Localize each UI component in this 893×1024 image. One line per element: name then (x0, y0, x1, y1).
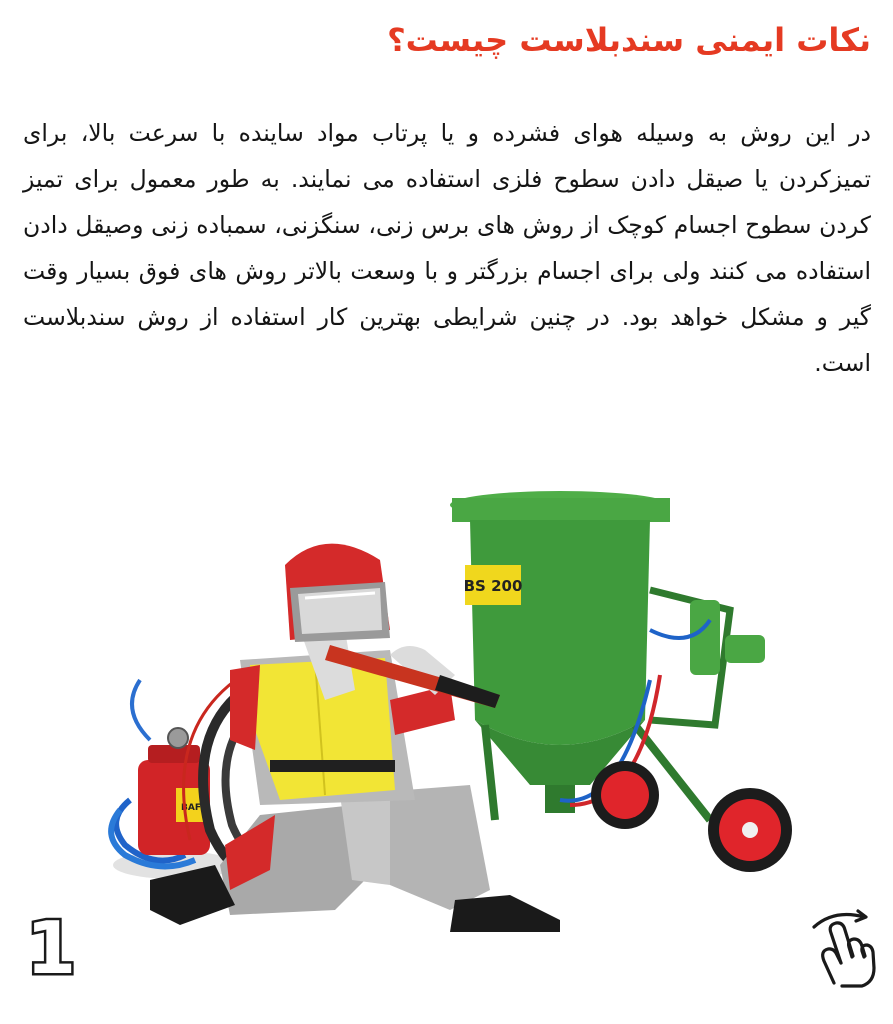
sandblast-illustration (90, 470, 810, 950)
tank-label: BS 200 (463, 577, 523, 595)
small-tank-label: BAF (181, 803, 201, 813)
page-title: نکات ایمنی سندبلاست چیست؟ (387, 21, 871, 59)
page-number-badge (16, 905, 86, 985)
swipe-hand-icon[interactable] (806, 905, 876, 991)
page-number: 1 (25, 906, 77, 985)
body-paragraph: در این روش به وسیله هوای فشرده و یا پرتاب مواد ساینده با سرعت بالا، برای تمیزکردن یا صیقل دادن سطوح فلزی استفاده می نمایند. به طور معمول برای تمیز کردن سطوح اجسام کوچک از روش های برس زنی، سنگزنی، سمباده زنی وصیقل دادن استفاده می کنند ولی برای اجسام بزرگتر و با وسعت بالاتر روش های فوق بسیار وقت گیر و مشکل خواهد بود. در چنین شرایطی بهترین کار استفاده از روش سندبلاست است. (23, 119, 871, 377)
green-blast-tank (450, 491, 792, 872)
